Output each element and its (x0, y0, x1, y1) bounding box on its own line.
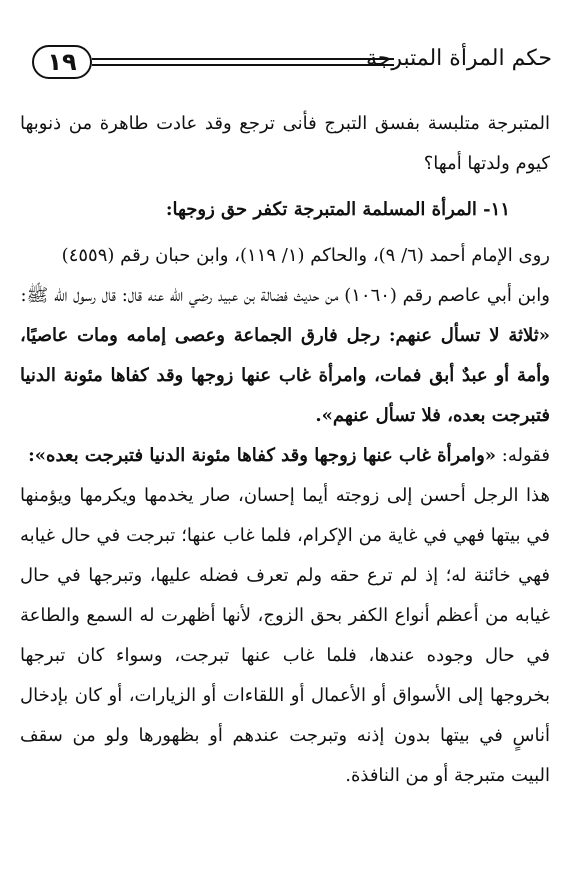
header-rule-top (92, 58, 394, 60)
source-line-1: روى الإمام أحمد (٦/ ٩)، والحاكم (١/ ١١٩)، وابن حبان رقم (٤٥٥٩) (61, 245, 550, 266)
page-body (20, 104, 550, 796)
header-rule-bottom (92, 64, 394, 66)
quote-paragraph (20, 436, 550, 476)
quote-text: «وامرأة غاب عنها زوجها وقد كفاها مئونة الدنيا فتبرجت بعده»: (28, 445, 497, 466)
running-title: حكم المرأة المتبرجة (365, 46, 552, 71)
page-header (22, 40, 552, 88)
paragraph-intro: المتبرجة متلبسة بفسق التبرج فأنى ترجع وقد عادت طاهرة من ذنوبها كيوم ولدتها أمها؟ (20, 113, 550, 174)
paragraph-explanation: هذا الرجل أحسن إلى زوجته أيما إحسان، صار يخدمها ويكرمها ويؤمنها في بيتها فهي في غاية من الإكرام، فلما غاب عنها؛ تبرجت في حال غيابه فهي خائنة له؛ إذ لم ترع حقه ولم تعرف فضله عليها، وتبرجها في حال غيابه من أعظم أنواع الكفر بحق الزوج، لأنها أظهرت له السمع والطاعة في حال وجوده عندها، فلما غاب عنها تبرجت، وسواء كان تبرجها بخروجها إلى الأسواق أو الأعمال أو اللقاءات أو الزيارات، أو كان بإدخال أناسٍ في بيتها بدون إذنه وتبرجت عندهم أو بظهورها ولو من سقف البيت متبرجة أو من النافذة. (20, 485, 550, 786)
quote-intro: فقوله: (501, 445, 550, 466)
hadith-text: «ثلاثة لا تسأل عنهم: رجل فارق الجماعة وعصى إمامه ومات عاصيًا، وأمة أو عبدٌ أبق فمات، وامرأة غاب عنها زوجها وقد كفاها مئونة الدنيا فتبرجت بعده، فلا تسأل عنهم». (20, 325, 550, 426)
source-line-2: وابن أبي عاصم رقم (١٠٦٠) من حديث فضالة بن عبيد رضي الله عنه قال: قال رسول الله ﷺ: (20, 285, 550, 306)
section-heading: ١١- المرأة المسلمة المتبرجة تكفر حق زوجها: (165, 199, 510, 220)
page-number: ١٩ (32, 45, 92, 79)
